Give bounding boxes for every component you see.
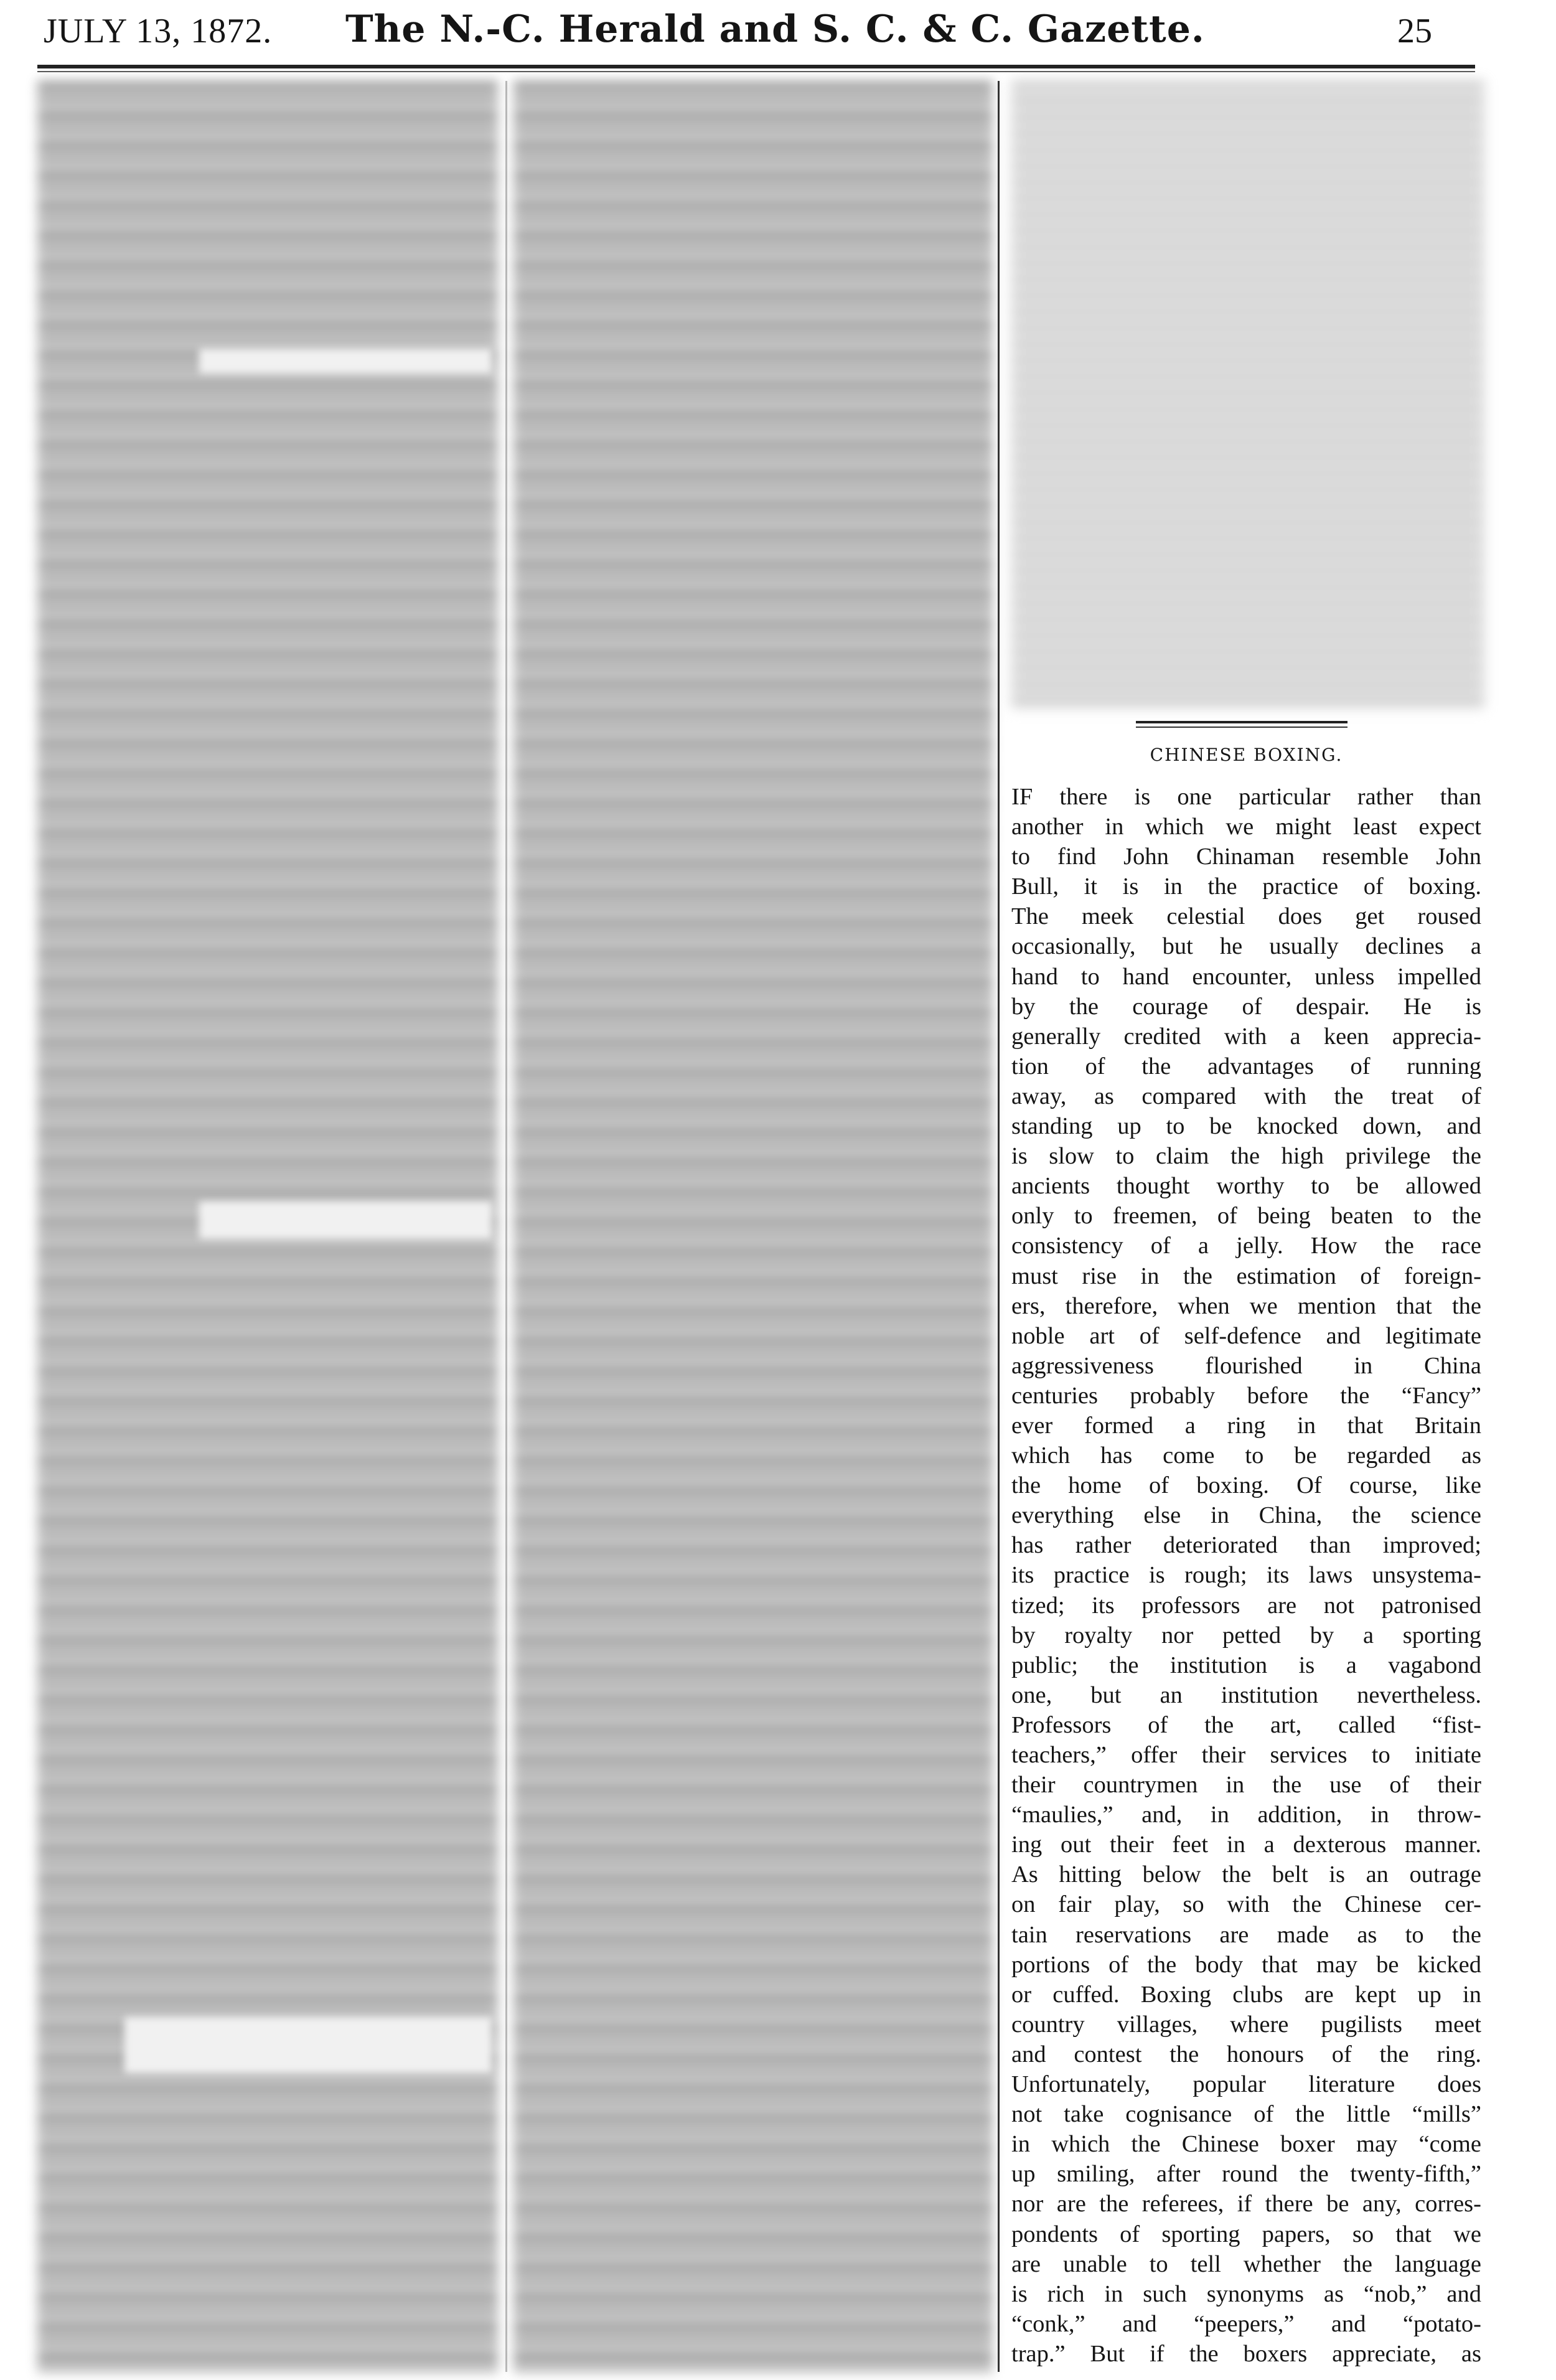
blurred-column-3-top [1011,81,1484,710]
article-body [1011,782,1481,2369]
article-line: not take cognisance of the little “mills” [1011,2101,1481,2128]
article-line: portions of the body that may be kicked [1011,1951,1481,1978]
article-line: hand to hand encounter, unless impelled [1011,963,1481,990]
masthead-rule [37,65,1475,68]
article-line: the home of boxing. Of course, like [1011,1472,1481,1499]
article-rule-thin [1136,727,1347,728]
blurred-column-2 [513,81,993,2372]
column-divider [998,81,1000,2372]
article-line: As hitting below the belt is an outrage [1011,1861,1481,1888]
article-line: ing out their feet in a dexterous manner. [1011,1832,1481,1858]
newspaper-title: The N.-C. Herald and S. C. & C. Gazette. [345,7,1205,51]
article-line: standing up to be knocked down, and [1011,1113,1481,1140]
article-line: pondents of sporting papers, so that we [1011,2221,1481,2247]
article-line: its practice is rough; its laws unsystema- [1011,1562,1481,1589]
article-line: consistency of a jelly. How the race [1011,1233,1481,1259]
article-line: everything else in China, the science [1011,1502,1481,1529]
article-line: and contest the honours of the ring. [1011,2041,1481,2067]
article-line: has rather deteriorated than improved; [1011,1532,1481,1559]
article-line: must rise in the estimation of foreign- [1011,1263,1481,1289]
article-line: Unfortunately, popular literature does [1011,2071,1481,2098]
article-line: or cuffed. Boxing clubs are kept up in [1011,1981,1481,2008]
column-divider [505,81,507,2372]
article-line: teachers,” offer their services to initiate [1011,1742,1481,1768]
issue-date: JULY 13, 1872. [44,12,273,50]
page-number: 25 [1397,12,1432,50]
article-line: public; the institution is a vagabond [1011,1652,1481,1678]
article-line: to find John Chinaman resemble John [1011,844,1481,870]
article-line: noble art of self-defence and legitimate [1011,1322,1481,1349]
article-line: tain reservations are made as to the [1011,1921,1481,1948]
column-1-gap [199,1202,492,1239]
article-line: country villages, where pugilists meet [1011,2011,1481,2038]
article-line: is rich in such synonyms as “nob,” and [1011,2280,1481,2307]
article-line: Professors of the art, called “fist- [1011,1711,1481,1738]
article-line: ers, therefore, when we mention that the [1011,1292,1481,1319]
article-line: IF there is one particular rather than [1011,784,1481,810]
article-line: on fair play, so with the Chinese cer- [1011,1891,1481,1918]
article-line: trap.” But if the boxers appreciate, as [1011,2340,1481,2367]
column-1-gap [199,349,492,374]
article-line: ancients thought worthy to be allowed [1011,1173,1481,1200]
article-line: centuries probably before the “Fancy” [1011,1382,1481,1409]
article-line: by the courage of despair. He is [1011,993,1481,1020]
article-line: their countrymen in the use of their [1011,1772,1481,1799]
article-line: is slow to claim the high privilege the [1011,1143,1481,1170]
article-line: nor are the referees, if there be any, corres- [1011,2191,1481,2218]
article-line: are unable to tell whether the language [1011,2251,1481,2277]
article-line: in which the Chinese boxer may “come [1011,2131,1481,2158]
article-heading: CHINESE BOXING. [1150,745,1343,765]
article-line: ever formed a ring in that Britain [1011,1412,1481,1439]
article-line: occasionally, but he usually declines a [1011,933,1481,960]
article-line: by royalty nor petted by a sporting [1011,1622,1481,1649]
article-line: generally credited with a keen apprecia- [1011,1023,1481,1050]
masthead [0,0,1556,70]
column-1-gap [124,2017,492,2073]
article-line: which has come to be regarded as [1011,1442,1481,1469]
article-line: “maulies,” and, in addition, in throw- [1011,1802,1481,1828]
article-line: aggressiveness flourished in China [1011,1352,1481,1379]
article-line: tized; its professors are not patronised [1011,1592,1481,1619]
article-rule [1136,721,1347,723]
article-line: only to freemen, of being beaten to the [1011,1203,1481,1230]
article-line: one, but an institution nevertheless. [1011,1682,1481,1708]
article-line: The meek celestial does get roused [1011,903,1481,930]
masthead-rule-thin [37,71,1475,72]
article-line: away, as compared with the treat of [1011,1083,1481,1109]
article-line: Bull, it is in the practice of boxing. [1011,873,1481,900]
article-line: up smiling, after round the twenty-fifth,” [1011,2161,1481,2188]
article-line: another in which we might least expect [1011,814,1481,840]
article-line: tion of the advantages of running [1011,1053,1481,1079]
article-line: “conk,” and “peepers,” and “potato- [1011,2310,1481,2337]
